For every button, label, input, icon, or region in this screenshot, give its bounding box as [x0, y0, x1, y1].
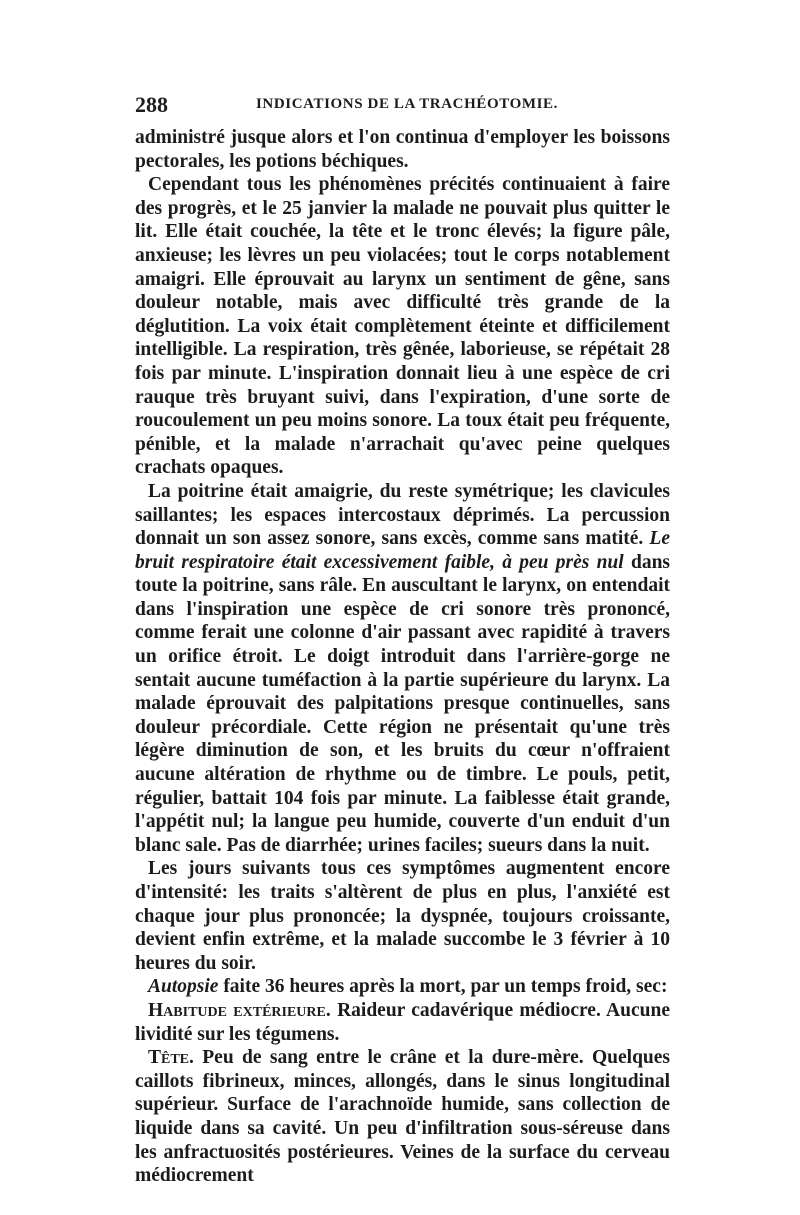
paragraph-head	[135, 1046, 670, 1188]
paragraph-exterior	[135, 999, 670, 1046]
paragraph-text: dans toute la poitrine, sans râle. En auscultant le larynx, on entendait dans l'inspiration une espèce de cri sonore très prononcé, comme ferait une colonne d'air passant avec rapidité à travers un orifice étroit. Le doigt introduit dans l'arrière-gorge ne sentait aucune tuméfaction à la partie supérieure du larynx. La malade éprouvait des palpitations presque continuelles, sans douleur précordiale. Cette région ne présentait qu'une très légère diminution de son, et les bruits du cœur n'offraient aucune altération de rhythme ou de timbre. Le pouls, petit, régulier, battait 104 fois par minute. La faiblesse était grande, l'appétit nul; la langue peu humide, couverte d'un enduit d'un blanc sale. Pas de diarrhée; urines faciles; sueurs dans la nuit.	[135, 551, 670, 856]
paragraph-symptoms	[135, 173, 670, 480]
page-header	[135, 92, 670, 120]
running-head: INDICATIONS DE LA TRACHÉOTOMIE.	[256, 96, 558, 112]
paragraph-text: Les jours suivants tous ces symptômes augmentent encore d'intensité: les traits s'altèrent de plus en plus, l'anxiété est chaque jour plus prononcée; la dyspnée, toujours croissante, devient enfin extrême, et la malade succombe le 3 février à 10 heures du soir.	[135, 858, 670, 974]
paragraph-text: Peu de sang entre le crâne et la dure-mère. Quelques caillots fibrineux, minces, allongés, dans le sinus longitudinal supérieur. Surface de l'arachnoïde humide, sans collection de liquide dans sa cavité. Un peu d'infiltration sous-séreuse dans les anfractuosités postérieures. Veines de la surface du cerveau médiocrement	[135, 1047, 671, 1187]
italic-emphasis: Le bruit respiratoire était excessivement faible, à peu près nul	[135, 528, 670, 573]
paragraph-chest-exam	[135, 480, 670, 858]
paragraph-continuation	[135, 126, 670, 173]
paragraph-text: Raideur cadavérique médiocre. Aucune lividité sur les tégumens.	[135, 999, 670, 1045]
body-text	[135, 126, 670, 1188]
page-number: 288	[135, 92, 168, 117]
paragraph-text: Cependant tous les phénomènes précités continuaient à faire des progrès, et le 25 janvier la malade ne pouvait plus quitter le lit. Elle était couchée, la tête et le tronc élevés; la figure pâle, anxieuse; les lèvres un peu violacées; tout le corps notablement amaigri. Elle éprouvait au larynx un sentiment de gêne, sans douleur notable, mais avec difficulté très grande de la déglutition. La voix était complètement éteinte et difficilement intelligible. La respiration, très gênée, laborieuse, se répétait 28 fois par minute. L'inspiration donnait lieu à une espèce de cri rauque très bruyant suivi, dans l'expiration, d'une sorte de roucoulement un peu moins sonore. La toux était peu fréquente, pénible, et la malade n'arrachait qu'avec peine quelques crachats opaques.	[135, 174, 670, 479]
paragraph-autopsy	[135, 975, 670, 999]
paragraph-text: La poitrine était amaigrie, du reste symétrique; les clavicules saillantes; les espaces intercostaux déprimés. La percussion donnait un son assez sonore, sans excès, comme sans matité.	[135, 480, 670, 550]
paragraph-progression	[135, 857, 670, 975]
paragraph-text: administré jusque alors et l'on continua d'employer les boissons pectorales, les potions béchiques.	[135, 127, 670, 172]
section-heading: Tête.	[148, 1047, 194, 1069]
section-heading: Habitude extérieure.	[148, 999, 331, 1021]
autopsy-heading: Autopsie	[148, 976, 219, 998]
paragraph-text: faite 36 heures après la mort, par un temps froid, sec:	[223, 976, 668, 998]
